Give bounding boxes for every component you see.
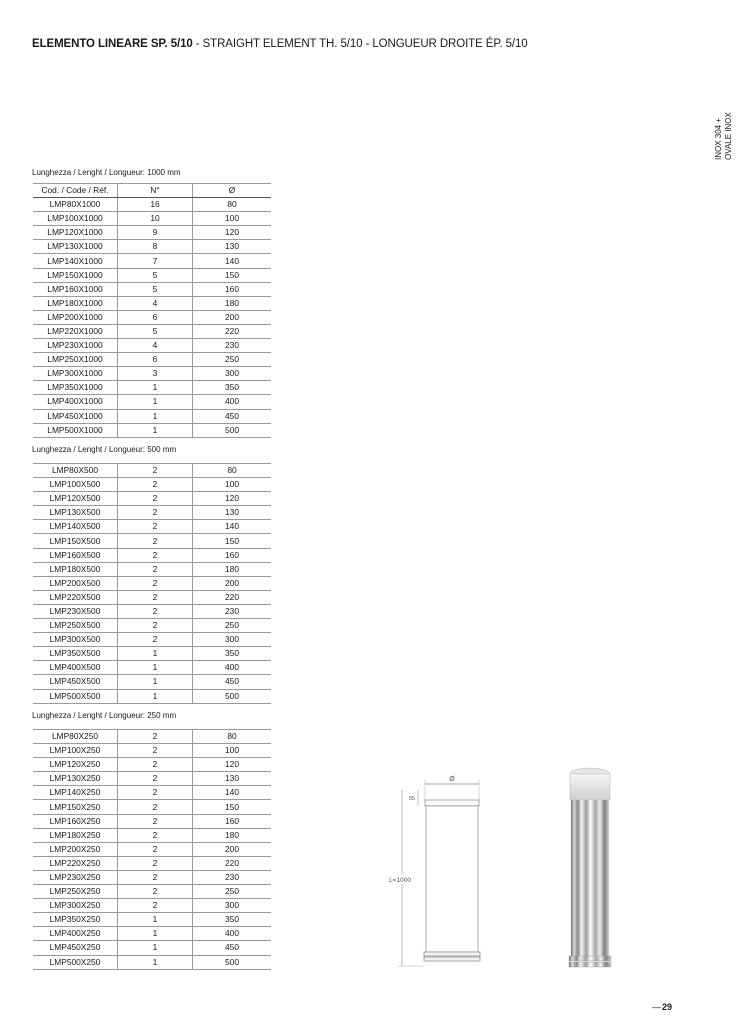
table-row: [33, 814, 271, 828]
cell-diameter: 230: [193, 870, 272, 884]
cell-quantity: 2: [118, 604, 193, 618]
table-row: [33, 310, 271, 324]
table-row: [33, 955, 271, 969]
cell-diameter: 180: [193, 562, 272, 576]
cell-quantity: 6: [118, 310, 193, 324]
page-title: [32, 38, 528, 50]
cell-diameter: 150: [193, 534, 272, 548]
table-row: [33, 226, 271, 240]
cell-quantity: 2: [118, 492, 193, 506]
table-row: [33, 772, 271, 786]
cell-code: LMP250X500: [33, 619, 118, 633]
cell-code: LMP500X500: [33, 689, 118, 703]
spec-table-250: [33, 729, 271, 970]
cell-diameter: 100: [193, 212, 272, 226]
cell-quantity: 2: [118, 814, 193, 828]
cell-diameter: 180: [193, 296, 272, 310]
cell-code: LMP400X500: [33, 661, 118, 675]
cell-quantity: 2: [118, 730, 193, 744]
cell-code: LMP180X250: [33, 828, 118, 842]
table-row: [33, 367, 271, 381]
title-rest: - STRAIGHT ELEMENT TH. 5/10 - LONGUEUR DROITE ÉP. 5/10: [192, 38, 528, 50]
table-row: [33, 800, 271, 814]
top-collar: [425, 800, 479, 806]
cell-diameter: 120: [193, 226, 272, 240]
cell-diameter: 140: [193, 254, 272, 268]
cell-code: LMP130X500: [33, 506, 118, 520]
diameter-label: Ø: [449, 776, 455, 783]
column-header-code: Cod. / Code / Réf.: [33, 184, 118, 198]
cell-quantity: 1: [118, 955, 193, 969]
cell-diameter: 250: [193, 353, 272, 367]
table-row: [33, 506, 271, 520]
table-row: [33, 870, 271, 884]
spec-table-1000: [33, 183, 271, 438]
cell-quantity: 2: [118, 619, 193, 633]
cell-quantity: 2: [118, 856, 193, 870]
table-row: [33, 548, 271, 562]
cell-code: LMP80X250: [33, 730, 118, 744]
table-row: [33, 212, 271, 226]
cell-quantity: 2: [118, 520, 193, 534]
cell-diameter: 140: [193, 786, 272, 800]
cell-diameter: 80: [193, 730, 272, 744]
cell-quantity: 2: [118, 590, 193, 604]
cell-quantity: 1: [118, 927, 193, 941]
cell-quantity: 1: [118, 423, 193, 437]
table-row: [33, 927, 271, 941]
table-row: [33, 339, 271, 353]
cell-diameter: 350: [193, 381, 272, 395]
cell-code: LMP230X1000: [33, 339, 118, 353]
cell-quantity: 1: [118, 381, 193, 395]
table-row: [33, 576, 271, 590]
cell-code: LMP200X250: [33, 842, 118, 856]
cell-quantity: 1: [118, 689, 193, 703]
cell-quantity: 2: [118, 464, 193, 478]
cell-code: LMP140X500: [33, 520, 118, 534]
table-row: [33, 647, 271, 661]
table-row: [33, 353, 271, 367]
pipe-bottom-ring-1: [569, 956, 611, 961]
cell-quantity: 2: [118, 478, 193, 492]
table-row: [33, 282, 271, 296]
table-row: [33, 899, 271, 913]
cell-diameter: 250: [193, 885, 272, 899]
table-row: [33, 842, 271, 856]
cell-quantity: 2: [118, 885, 193, 899]
cell-quantity: 2: [118, 633, 193, 647]
cell-code: LMP80X1000: [33, 198, 118, 212]
cell-code: LMP160X1000: [33, 282, 118, 296]
cell-code: LMP350X1000: [33, 381, 118, 395]
cell-quantity: 2: [118, 506, 193, 520]
cell-code: LMP230X250: [33, 870, 118, 884]
cell-diameter: 200: [193, 310, 272, 324]
cell-diameter: 100: [193, 744, 272, 758]
column-header-quantity: N°: [118, 184, 193, 198]
cell-code: LMP300X1000: [33, 367, 118, 381]
table-row: [33, 464, 271, 478]
cell-diameter: 80: [193, 464, 272, 478]
cell-code: LMP130X1000: [33, 240, 118, 254]
cell-quantity: 2: [118, 744, 193, 758]
cell-diameter: 500: [193, 955, 272, 969]
cell-code: LMP450X250: [33, 941, 118, 955]
column-header-diameter: Ø: [193, 184, 272, 198]
table-row: [33, 661, 271, 675]
cell-quantity: 2: [118, 548, 193, 562]
table-row: [33, 590, 271, 604]
cell-diameter: 450: [193, 675, 272, 689]
table-row: [33, 254, 271, 268]
table-row: [33, 409, 271, 423]
cell-code: LMP80X500: [33, 464, 118, 478]
cell-code: LMP120X1000: [33, 226, 118, 240]
cell-quantity: 5: [118, 324, 193, 338]
cell-diameter: 220: [193, 856, 272, 870]
cell-diameter: 230: [193, 604, 272, 618]
cell-diameter: 450: [193, 409, 272, 423]
table-header-row: [33, 184, 271, 198]
cell-code: LMP140X1000: [33, 254, 118, 268]
cell-diameter: 500: [193, 423, 272, 437]
table-row: [33, 520, 271, 534]
cell-code: LMP220X250: [33, 856, 118, 870]
table-row: [33, 758, 271, 772]
side-label-line2: OVALE INOX: [724, 112, 733, 160]
cell-diameter: 140: [193, 520, 272, 534]
cell-quantity: 1: [118, 395, 193, 409]
cell-diameter: 130: [193, 772, 272, 786]
cell-code: LMP180X1000: [33, 296, 118, 310]
cell-diameter: 130: [193, 240, 272, 254]
product-photo: [545, 760, 635, 972]
page-number-value: 29: [662, 1002, 673, 1012]
cell-quantity: 6: [118, 353, 193, 367]
table-row: [33, 885, 271, 899]
cell-diameter: 300: [193, 633, 272, 647]
cell-code: LMP220X1000: [33, 324, 118, 338]
table-row: [33, 268, 271, 282]
cell-quantity: 1: [118, 661, 193, 675]
cell-code: LMP250X1000: [33, 353, 118, 367]
table-row: [33, 324, 271, 338]
cell-diameter: 120: [193, 758, 272, 772]
cell-quantity: 3: [118, 367, 193, 381]
cell-diameter: 220: [193, 590, 272, 604]
cell-code: LMP300X250: [33, 899, 118, 913]
material-side-label: [714, 102, 740, 160]
cell-code: LMP450X1000: [33, 409, 118, 423]
cell-code: LMP250X250: [33, 885, 118, 899]
pipe-body: [426, 806, 478, 952]
cell-quantity: 1: [118, 941, 193, 955]
cell-code: LMP100X500: [33, 478, 118, 492]
table-row: [33, 478, 271, 492]
cell-diameter: 450: [193, 941, 272, 955]
cell-code: LMP150X500: [33, 534, 118, 548]
table-row: [33, 296, 271, 310]
cell-code: LMP140X250: [33, 786, 118, 800]
cell-quantity: 2: [118, 562, 193, 576]
cell-quantity: 1: [118, 913, 193, 927]
cell-diameter: 160: [193, 814, 272, 828]
cell-code: LMP150X250: [33, 800, 118, 814]
cell-quantity: 1: [118, 409, 193, 423]
cell-diameter: 150: [193, 268, 272, 282]
cell-code: LMP160X250: [33, 814, 118, 828]
cell-quantity: 2: [118, 870, 193, 884]
cell-diameter: 350: [193, 913, 272, 927]
cell-diameter: 300: [193, 367, 272, 381]
cell-diameter: 180: [193, 828, 272, 842]
cell-diameter: 200: [193, 842, 272, 856]
table-row: [33, 423, 271, 437]
cell-quantity: 2: [118, 828, 193, 842]
cell-quantity: 8: [118, 240, 193, 254]
cell-diameter: 500: [193, 689, 272, 703]
table-row: [33, 198, 271, 212]
cell-quantity: 2: [118, 576, 193, 590]
cell-quantity: 2: [118, 786, 193, 800]
cell-diameter: 230: [193, 339, 272, 353]
title-bold: ELEMENTO LINEARE SP. 5/10: [32, 38, 193, 50]
cell-quantity: 4: [118, 339, 193, 353]
table-row: [33, 913, 271, 927]
table-row: [33, 534, 271, 548]
table-row: [33, 689, 271, 703]
cell-quantity: 2: [118, 899, 193, 913]
cell-diameter: 100: [193, 478, 272, 492]
cell-diameter: 130: [193, 506, 272, 520]
table-row: [33, 619, 271, 633]
cell-quantity: 5: [118, 282, 193, 296]
pipe-steel-body: [571, 800, 609, 956]
table-row: [33, 395, 271, 409]
cell-diameter: 350: [193, 647, 272, 661]
cell-quantity: 2: [118, 772, 193, 786]
cell-code: LMP200X500: [33, 576, 118, 590]
table-row: [33, 786, 271, 800]
cell-diameter: 80: [193, 198, 272, 212]
cell-diameter: 300: [193, 899, 272, 913]
technical-drawing: [380, 770, 490, 970]
section-label-1000: Lunghezza / Lenght / Longueur: 1000 mm: [32, 168, 181, 177]
cell-code: LMP500X250: [33, 955, 118, 969]
table-row: [33, 562, 271, 576]
cell-code: LMP120X500: [33, 492, 118, 506]
cell-diameter: 200: [193, 576, 272, 590]
table-row: [33, 604, 271, 618]
cell-code: LMP350X500: [33, 647, 118, 661]
cell-code: LMP130X250: [33, 772, 118, 786]
collar-label: 55: [408, 796, 415, 802]
cell-diameter: 400: [193, 661, 272, 675]
cell-code: LMP100X1000: [33, 212, 118, 226]
table-row: [33, 941, 271, 955]
cell-quantity: 1: [118, 675, 193, 689]
table-row: [33, 240, 271, 254]
cell-quantity: 2: [118, 758, 193, 772]
cell-quantity: 9: [118, 226, 193, 240]
cell-diameter: 160: [193, 548, 272, 562]
cell-code: LMP100X250: [33, 744, 118, 758]
cell-code: LMP350X250: [33, 913, 118, 927]
cell-code: LMP120X250: [33, 758, 118, 772]
pipe-bottom-ring-2: [569, 962, 611, 967]
cell-code: LMP220X500: [33, 590, 118, 604]
cell-code: LMP180X500: [33, 562, 118, 576]
section-label-500: Lunghezza / Lenght / Longueur: 500 mm: [32, 445, 177, 454]
table-row: [33, 856, 271, 870]
cell-quantity: 2: [118, 800, 193, 814]
pipe-top-collar: [570, 774, 610, 800]
table-row: [33, 828, 271, 842]
cell-code: LMP400X250: [33, 927, 118, 941]
cell-quantity: 10: [118, 212, 193, 226]
cell-diameter: 150: [193, 800, 272, 814]
cell-code: LMP160X500: [33, 548, 118, 562]
cell-code: LMP230X500: [33, 604, 118, 618]
cell-code: LMP500X1000: [33, 423, 118, 437]
cell-diameter: 220: [193, 324, 272, 338]
page-number-dash: —: [652, 1002, 661, 1012]
cell-diameter: 120: [193, 492, 272, 506]
cell-quantity: 2: [118, 842, 193, 856]
length-label: L=1000: [389, 877, 411, 884]
cell-code: LMP150X1000: [33, 268, 118, 282]
side-label-line1: INOX 304 +: [714, 117, 723, 160]
cell-quantity: 2: [118, 534, 193, 548]
section-label-250: Lunghezza / Lenght / Longueur: 250 mm: [32, 711, 177, 720]
table-row: [33, 730, 271, 744]
cell-diameter: 250: [193, 619, 272, 633]
bottom-ring-1: [424, 952, 480, 956]
page-number: [652, 1002, 672, 1012]
cell-code: LMP300X500: [33, 633, 118, 647]
cell-code: LMP400X1000: [33, 395, 118, 409]
cell-quantity: 4: [118, 296, 193, 310]
cell-code: LMP200X1000: [33, 310, 118, 324]
table-row: [33, 633, 271, 647]
table-row: [33, 744, 271, 758]
cell-quantity: 16: [118, 198, 193, 212]
cell-diameter: 400: [193, 927, 272, 941]
table-row: [33, 492, 271, 506]
cell-diameter: 400: [193, 395, 272, 409]
table-row: [33, 381, 271, 395]
cell-quantity: 5: [118, 268, 193, 282]
cell-quantity: 7: [118, 254, 193, 268]
cell-quantity: 1: [118, 647, 193, 661]
cell-diameter: 160: [193, 282, 272, 296]
cell-code: LMP450X500: [33, 675, 118, 689]
spec-table-500: [33, 463, 271, 704]
table-row: [33, 675, 271, 689]
bottom-ring-2: [424, 957, 480, 961]
